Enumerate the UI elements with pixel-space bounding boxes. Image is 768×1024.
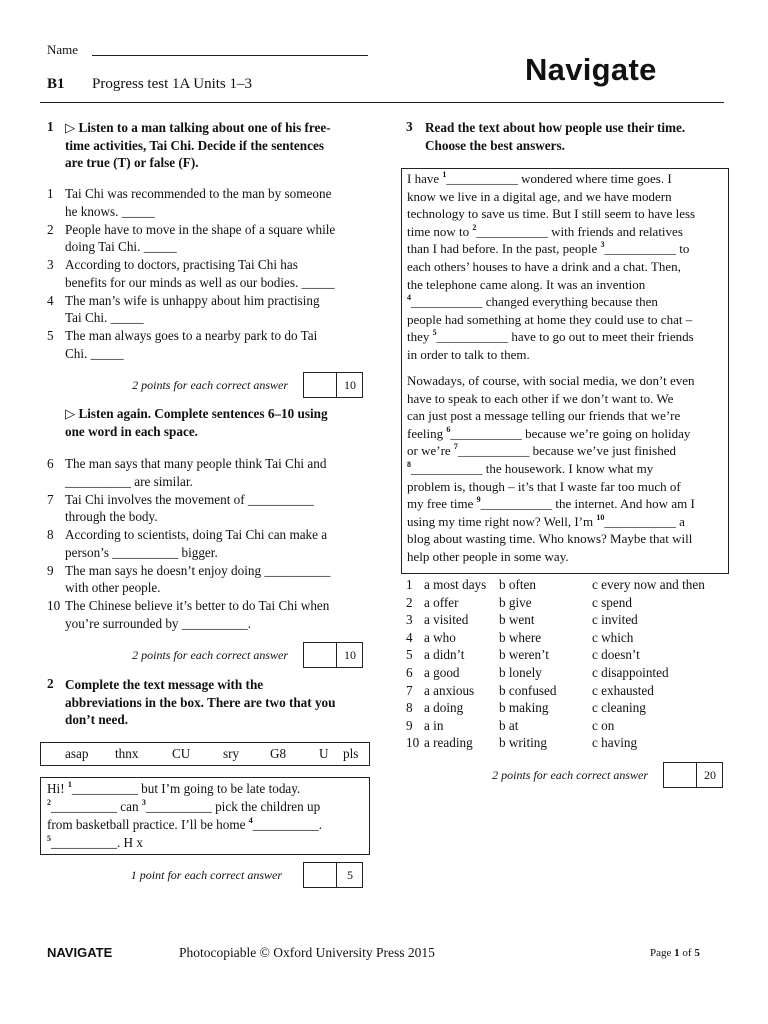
option-c[interactable]: c having [592,735,638,751]
word-u: U [319,746,329,761]
gap-number: 8 [407,459,411,469]
option-a[interactable]: a good [424,665,460,680]
test-title: Progress test 1A Units 1–3 [92,76,253,92]
question-text-cont: person’s __________ bigger. [65,544,218,560]
reading-line: in order to talk to them. [407,346,530,362]
reading-line: $^8$___________ the housework. I know what my [407,459,654,476]
question-text-cont: benefits for our minds as well as our bodies. _____ [65,274,335,290]
gap-number: 1 [442,170,447,179]
question-number: 3 [47,257,54,272]
question-text: The man’s wife is unhappy about him practising [65,292,320,308]
question-number: 5 [47,328,54,343]
word-thnx: thnx [115,746,139,761]
question-item [47,292,367,328]
reading-line: can just post a message telling our friends that we’re [407,408,681,424]
word-box [40,742,370,766]
question-text-cont: Chi. _____ [65,345,124,361]
reading-line: have to speak to each other if we don’t want to. We [407,390,674,406]
question-item [47,491,367,527]
question-item [47,185,367,221]
option-a[interactable]: a offer [424,594,459,610]
question-item [47,256,367,292]
question-number: 7 [47,491,54,507]
option-b[interactable]: b weren’t [499,647,549,663]
reading-line: $^4$___________ changed everything because then [407,293,658,310]
option-number: 3 [406,612,413,628]
question-text: The man says that many people think Tai Chi and [65,456,327,471]
gap-number: 3 [600,240,605,250]
gap-number: 7 [453,442,458,452]
reading-line: using my time right now? Well, I’m $^{10}$___________ a [407,512,685,529]
option-c[interactable]: c cleaning [592,700,646,716]
option-a[interactable]: a most days [424,577,487,592]
option-number: 6 [406,665,413,680]
word-sry: sry [223,746,240,761]
option-b[interactable]: b lonely [499,665,542,680]
option-number: 1 [406,577,413,592]
reading-line: problem is, though – it’s that I waste far too much of [407,478,681,494]
audio-play-icon: ▷ [65,406,79,421]
option-number: 2 [406,594,413,610]
option-b[interactable]: b often [499,577,536,592]
reading-line: than I had before. In the past, people $^3$___________ to [407,240,690,257]
option-c[interactable]: c which [592,629,634,645]
option-b[interactable]: b at [499,717,519,733]
level-label: B1 [47,76,65,92]
score-total-3: 20 [704,768,716,782]
option-number: 9 [406,717,413,733]
reading-line: they $^5$___________ have to go out to meet their friends [407,328,694,345]
option-c[interactable]: c invited [592,612,638,628]
reading-line: Nowadays, of course, with social media, we don’t even [407,373,695,388]
score-box-3[interactable] [663,762,723,788]
reading-line: blog about wasting time. Who knows? Maybe that will [407,531,693,547]
gap-number: 5 [432,328,437,338]
word-g8: G8 [270,746,287,761]
option-a[interactable]: a reading [424,735,473,751]
word-asap: asap [65,746,89,761]
reading-text-box [401,168,729,574]
section2-instruction: Complete the text message with the abbreviations in the box. There are two that you don’t need. [65,677,336,728]
option-b[interactable]: b making [499,700,549,716]
reading-line: my free time $^9$___________ the internet. And how am I [407,495,695,512]
points-note-1a: 2 points for each correct answer [132,378,288,392]
message-line-3: from basketball practice. I’ll be home $^4$__________. [47,816,322,832]
option-c[interactable]: c exhausted [592,682,654,698]
option-a[interactable]: a anxious [424,682,475,698]
text-message-box [40,777,370,855]
question-item [47,327,367,363]
question-item [47,526,367,562]
option-b[interactable]: b give [499,594,532,610]
section3-number: 3 [406,119,413,134]
option-number: 7 [406,682,413,698]
header-rule [40,102,724,103]
question-text-cont: with other people. [65,580,161,596]
question-number: 8 [47,527,54,542]
option-c[interactable]: c disappointed [592,665,669,680]
question-number: 10 [47,598,61,613]
page-number: Page 1 of 5 [650,947,700,959]
reading-line: people had something at home they could use to chat – [407,311,693,327]
message-line-1: Hi! $^1$__________ but I’m going to be late today. [47,780,301,796]
question-item [47,562,367,598]
question-text: Tai Chi was recommended to the man by someone [65,186,332,201]
question-text-cont: __________ are similar. [65,473,193,489]
option-b[interactable]: b went [499,612,535,628]
question-text-cont: you’re surrounded by __________. [65,615,252,631]
reading-line: feeling $^6$___________ because we’re going on holiday [407,424,691,441]
option-b[interactable]: b where [499,629,542,645]
question-text-cont: through the body. [65,509,158,525]
score-box-1b[interactable] [303,642,363,668]
section1-instruction2: ▷ Listen again. Complete sentences 6–10 using one word in each space. [65,406,328,439]
score-total-2: 5 [347,868,353,882]
word-cu: CU [172,746,191,761]
section2-number: 2 [47,676,54,691]
name-label: Name [47,42,79,57]
footer-copyright: Photocopiable © Oxford University Press 2015 [179,945,435,960]
option-number: 8 [406,700,413,716]
question-text: According to scientists, doing Tai Chi can make a [65,527,328,542]
option-number: 4 [406,629,413,645]
score-total-1b: 10 [344,648,356,662]
reading-line: each others’ houses to have a drink and a chat. Then, [407,258,681,274]
option-a[interactable]: a who [424,629,456,645]
question-text: Tai Chi involves the movement of __________ [65,491,314,507]
reading-line: the telephone came along. It was an invention [407,276,646,292]
points-note-3: 2 points for each correct answer [492,768,648,782]
reading-paragraph-2 [407,372,725,566]
message-line-2: $^2$__________ can $^3$__________ pick the children up [47,798,321,814]
option-a[interactable]: a doing [424,700,464,716]
footer-brand: NAVIGATE [47,945,113,960]
question-text-cont: he knows. _____ [65,203,155,219]
navigate-logo: Navigate [525,52,657,87]
option-a[interactable]: a visited [424,612,469,628]
question-text: The man says he doesn’t enjoy doing __________ [65,562,331,578]
question-item [47,221,367,257]
question-number: 6 [47,456,54,471]
question-item [47,455,367,491]
question-number: 2 [47,221,54,237]
score-box-1a[interactable] [303,372,363,398]
question-text: The Chinese believe it’s better to do Tai Chi when [65,598,330,613]
reading-line: time now to $^2$___________ with friends and relatives [407,222,683,239]
name-line [92,55,368,56]
option-number: 10 [406,735,420,751]
points-note-2: 1 point for each correct answer [130,868,282,882]
section1-instruction: ▷ Listen to a man talking about one of his free- time activities, Tai Chi. Decide if the sentences are true (T) or false (F). [65,120,331,171]
score-box-2[interactable] [303,862,363,888]
gap-number: 4 [407,293,411,303]
word-pls: pls [343,746,359,761]
question-text: People have to move in the shape of a square while [65,221,336,237]
reading-line: or we’re $^7$___________ because we’ve just finished [407,442,676,459]
question-number: 1 [47,186,54,201]
option-a[interactable]: a in [424,717,444,733]
question-item [47,597,367,633]
option-c[interactable]: c doesn’t [592,647,640,663]
option-a[interactable]: a didn’t [424,647,465,663]
option-b[interactable]: b confused [499,682,557,698]
question-text-cont: doing Tai Chi. _____ [65,239,177,255]
option-number: 5 [406,647,413,663]
reading-line: know we live in a digital age, and we have modern [407,188,672,204]
question-text: The man always goes to a nearby park to do Tai [65,328,318,343]
question-number: 9 [47,562,54,578]
gap-number: 9 [476,495,481,505]
option-c[interactable]: c every now and then [592,577,705,592]
audio-play-icon: ▷ [65,120,79,135]
option-b[interactable]: b writing [499,735,547,751]
score-total-1a: 10 [344,378,356,392]
question-text: According to doctors, practising Tai Chi has [65,257,298,272]
gap-number: 10 [596,512,605,522]
points-note-1b: 2 points for each correct answer [132,648,288,662]
reading-paragraph-1 [407,170,725,364]
message-line-4: $^5$__________. H x [47,834,143,850]
reading-line: help other people in some way. [407,548,569,564]
question-number: 4 [47,292,54,308]
section3-instruction: Read the text about how people use their time. Choose the best answers. [425,120,686,153]
gap-number: 2 [472,222,477,232]
option-c[interactable]: c on [592,717,615,733]
option-c[interactable]: c spend [592,594,632,610]
gap-number: 6 [446,424,451,434]
reading-line: I have $^1$___________ wondered where time goes. I [407,170,672,186]
question-text-cont: Tai Chi. _____ [65,310,144,326]
reading-line: technology to save us time. But I still seem to have less [407,206,696,222]
section1-number: 1 [47,119,54,134]
